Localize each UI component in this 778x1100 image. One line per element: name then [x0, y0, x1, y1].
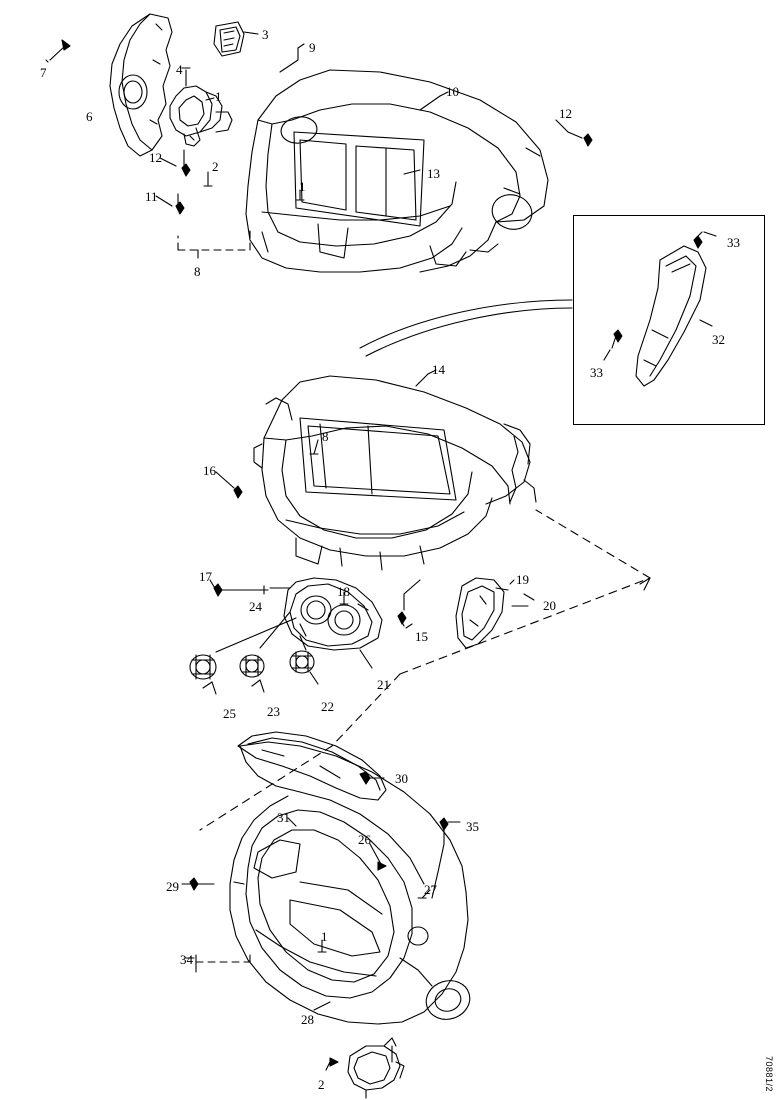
callout-32: 32	[712, 332, 725, 347]
callout-20: 20	[543, 598, 556, 613]
callout-22: 22	[321, 699, 334, 714]
drawing-reference-code: 70881/2	[764, 1055, 774, 1092]
callout-10: 10	[446, 84, 459, 99]
callout-34: 34	[180, 952, 193, 967]
callout-12-left: 12	[149, 150, 162, 165]
callout-17: 17	[199, 569, 212, 584]
callout-18: 18	[337, 584, 350, 599]
callout-21: 21	[377, 677, 390, 692]
callout-2-top: 2	[212, 159, 219, 174]
callout-8-top: 8	[194, 264, 201, 279]
callout-7: 7	[40, 65, 47, 80]
callout-14: 14	[432, 362, 445, 377]
callout-12-right: 12	[559, 106, 572, 121]
callout-3: 3	[262, 27, 269, 42]
callout-29: 29	[166, 879, 179, 894]
callout-30: 30	[395, 771, 408, 786]
callout-23: 23	[267, 704, 280, 719]
callout-33-lower: 33	[590, 365, 603, 380]
callout-8-mid: 8	[322, 429, 329, 444]
callout-1-bottom: 1	[321, 929, 328, 944]
callout-4: 4	[176, 62, 183, 77]
callout-27: 27	[424, 882, 437, 897]
callout-2-bottom: 2	[318, 1077, 325, 1092]
callout-35: 35	[466, 819, 479, 834]
callout-33-upper: 33	[727, 235, 740, 250]
callout-31: 31	[277, 810, 290, 825]
callout-16: 16	[203, 463, 216, 478]
callout-26: 26	[358, 832, 371, 847]
callout-1-top: 1	[215, 89, 222, 104]
callout-25: 25	[223, 706, 236, 721]
callout-6: 6	[86, 109, 93, 124]
callout-19: 19	[516, 572, 529, 587]
callout-15: 15	[415, 629, 428, 644]
callout-24: 24	[249, 599, 262, 614]
callout-13: 13	[427, 166, 440, 181]
callout-28: 28	[301, 1012, 314, 1027]
callout-1-mid: 1	[299, 179, 306, 194]
callout-9: 9	[309, 40, 316, 55]
callout-11: 11	[145, 189, 158, 204]
